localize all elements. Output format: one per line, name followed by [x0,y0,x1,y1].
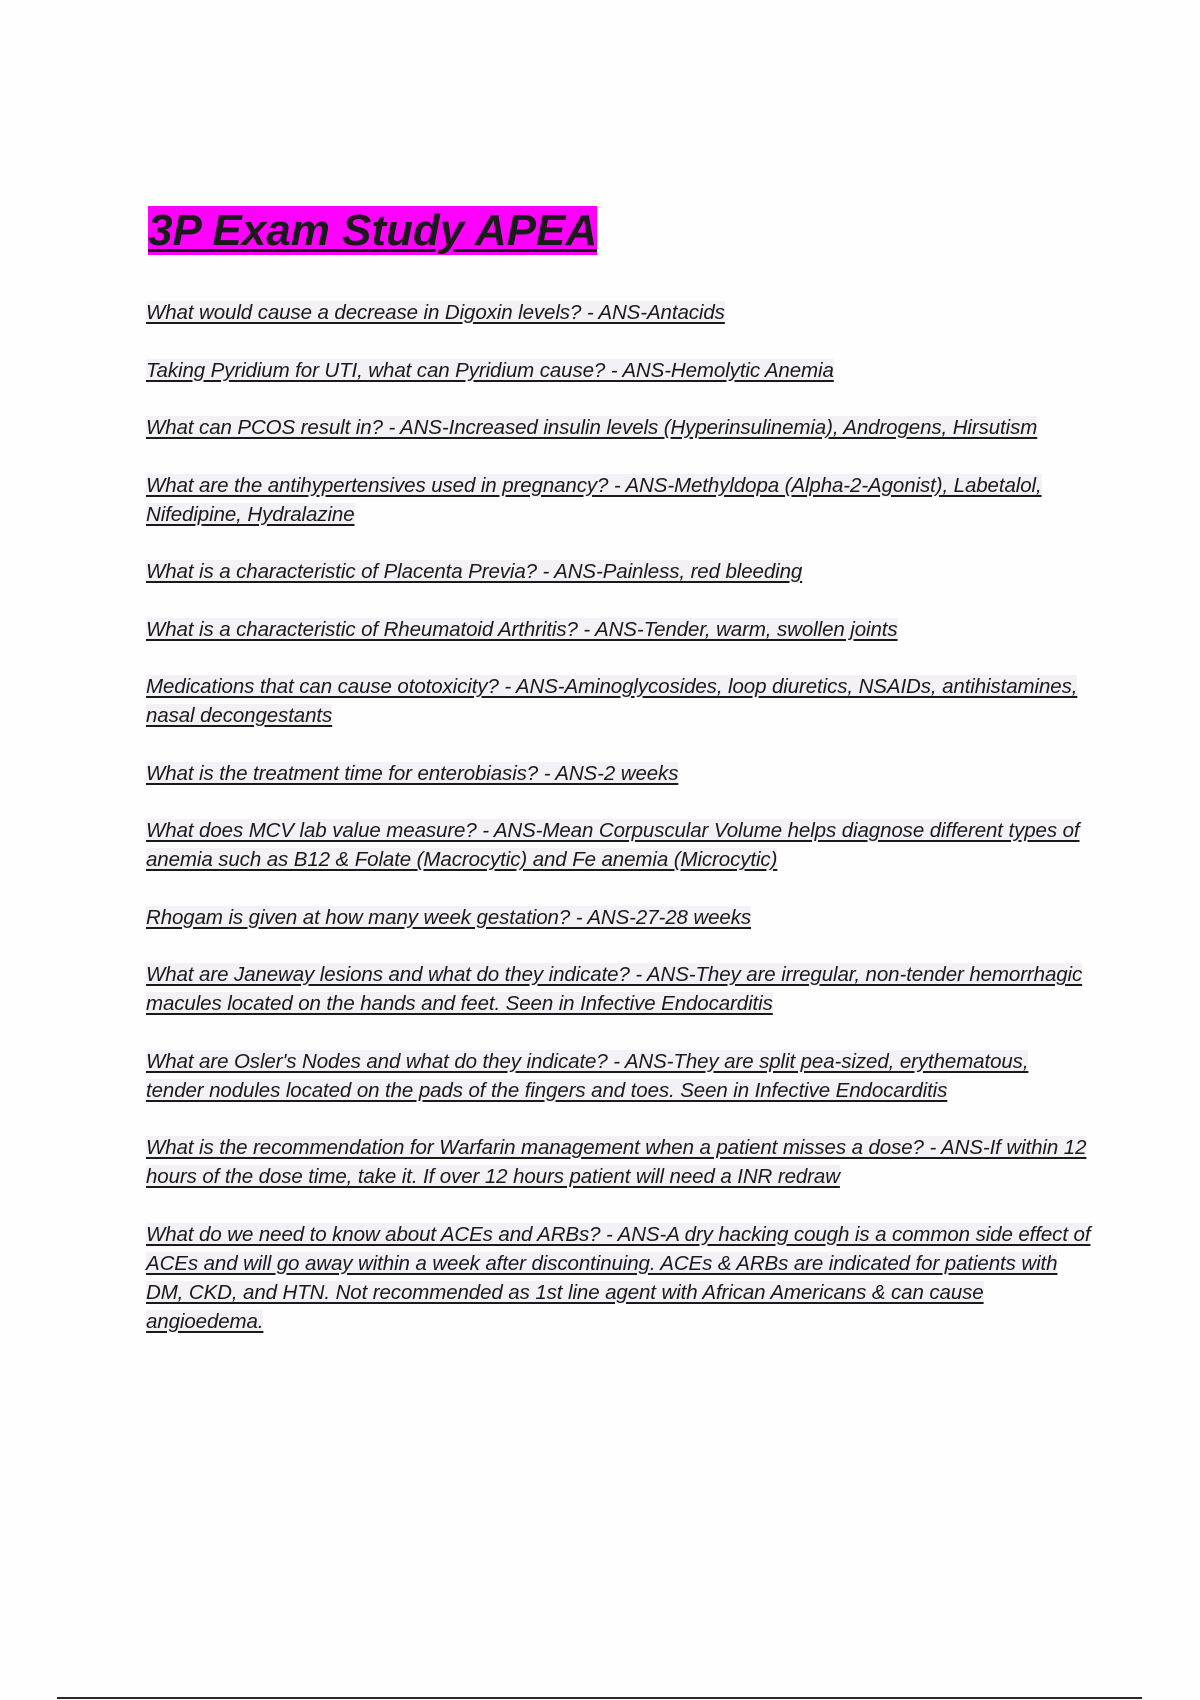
footer-rule [57,1697,1142,1699]
qa-item [146,759,1091,788]
qa-item [146,615,1091,644]
qa-item-text: What is a characteristic of Rheumatoid Arthritis? - ANS-Tender, warm, swollen joints [146,617,898,641]
qa-item-text: What are Janeway lesions and what do they indicate? - ANS-They are irregular, non-tender hemorrhagic macules located on the hands and feet. Seen in Infective Endocarditis [146,963,1083,1015]
qa-item-text: What is the treatment time for enterobiasis? - ANS-2 weeks [146,761,679,785]
qa-item-text: What would cause a decrease in Digoxin levels? - ANS-Antacids [146,301,725,324]
qa-item [146,298,1091,327]
qa-item-text: What are the antihypertensives used in pregnancy? - ANS-Methyldopa (Alpha-2-Agonist), Labetalol, Nifedipine, Hydralazine [146,473,1042,526]
qa-item-text: Medications that can cause ototoxicity? - ANS-Aminoglycosides, loop diuretics, NSAIDs, antihistamines, nasal decongestants [146,675,1078,727]
document-title-text: 3P Exam Study APEA [148,206,598,255]
qa-item-text: Taking Pyridium for UTI, what can Pyridium cause? - ANS-Hemolytic Anemia [146,358,834,382]
qa-item [146,1220,1091,1336]
qa-item-text: What are Osler's Nodes and what do they indicate? - ANS-They are split pea-sized, erythematous, tender nodules located on the pads of the fingers and toes. Seen in Infective Endocarditis [146,1049,1029,1102]
qa-item [146,1047,1091,1105]
qa-item [146,816,1091,874]
qa-item [146,413,1091,442]
qa-item [146,1133,1091,1191]
qa-item-text: What do we need to know about ACEs and ARBs? - ANS-A dry hacking cough is a common side effect of ACEs and will go away within a week after discontinuing. ACEs & ARBs are indicated for patients with DM, CKD, and HTN. Not recommended as 1st line agent with African Americans & can cause angioedema. [146,1222,1091,1333]
qa-list [146,298,1091,1364]
qa-item [146,960,1091,1018]
qa-item-text: Rhogam is given at how many week gestation? - ANS-27-28 weeks [146,905,752,929]
qa-item [146,672,1091,730]
qa-item [146,356,1091,385]
qa-item [146,557,1091,586]
qa-item-text: What can PCOS result in? - ANS-Increased insulin levels (Hyperinsulinemia), Androgens, Hirsutism [146,416,1038,439]
document-title [146,204,599,258]
qa-item-text: What is the recommendation for Warfarin management when a patient misses a dose? - ANS-If within 12 hours of the dose time, take it. If over 12 hours patient will need a INR redraw [146,1136,1087,1188]
qa-item-text: What does MCV lab value measure? - ANS-Mean Corpuscular Volume helps diagnose different types of anemia such as B12 & Folate (Macrocytic) and Fe anemia (Microcytic) [146,819,1080,871]
qa-item [146,471,1091,529]
qa-item-text: What is a characteristic of Placenta Previa? - ANS-Painless, red bleeding [146,560,803,583]
qa-item [146,903,1091,932]
